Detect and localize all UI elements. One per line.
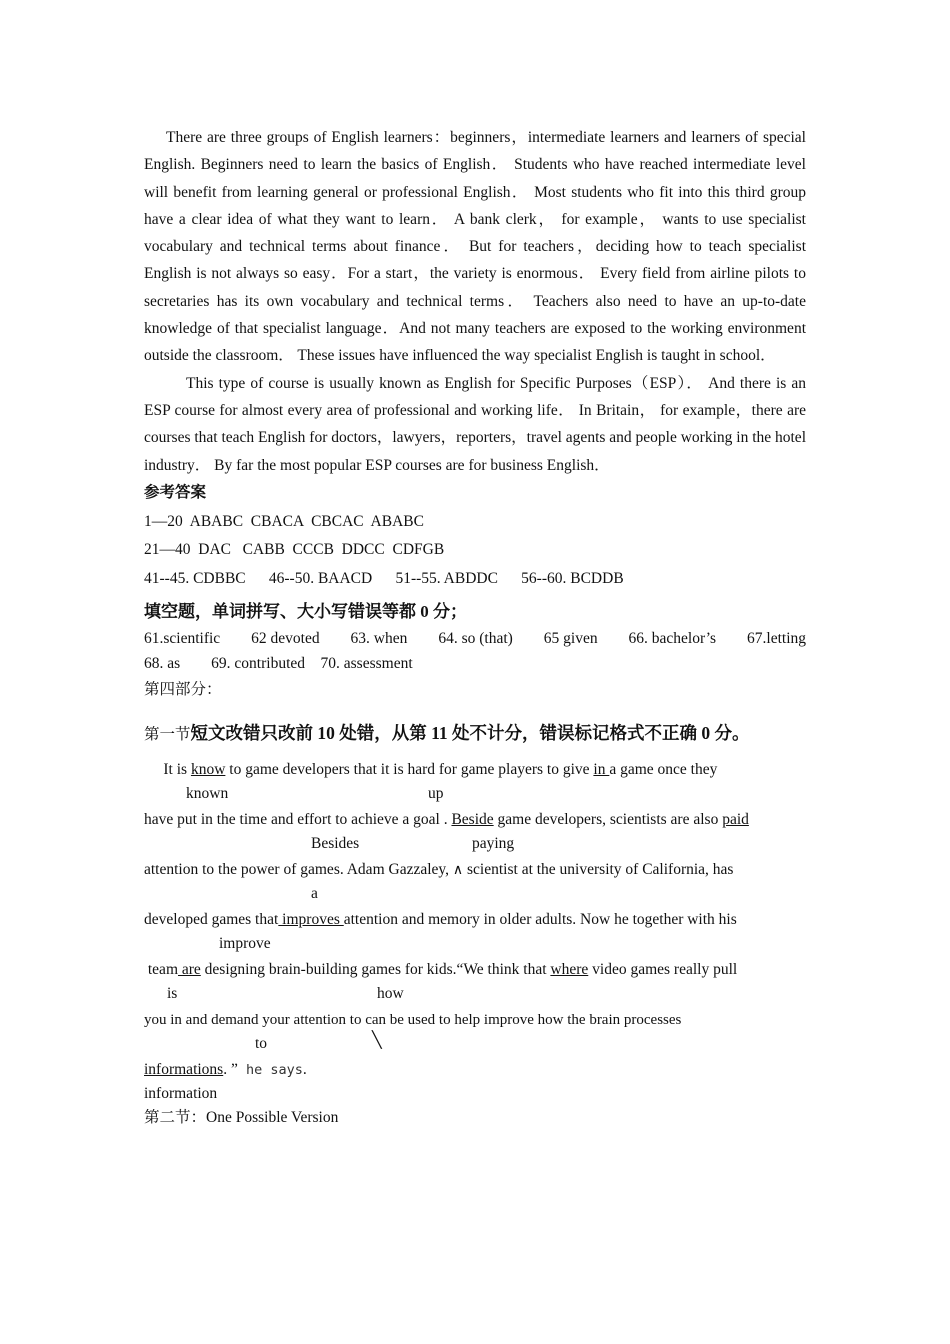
section1-title (144, 718, 806, 750)
fill-answer: 62 devoted (251, 629, 320, 647)
fill-heading: 填空题，单词拼写、大小写错误等都 0 分； (144, 601, 467, 621)
delete-mark: ╲ (372, 1030, 382, 1050)
section2-title: 第二节：One Possible Version (144, 1109, 339, 1127)
answer-line-2: 21—40 DAC CABB CCCB DDCC CDFGB (144, 541, 445, 559)
part4-label: 第四部分： (144, 680, 222, 698)
correction-word: is (167, 985, 178, 1003)
correction-line-4: developed games that improves attention and memory in older adults. Now he together with his improve (144, 908, 806, 958)
fill-answer: 61.scientific (144, 629, 221, 647)
fill-answer: 63. when (350, 629, 408, 647)
error-mark: are (178, 961, 201, 979)
fill-answer: 67.letting (747, 629, 806, 647)
section1-label: 第一节 (144, 726, 191, 744)
correction-line-3: attention to the power of games. Adam Gazzaley, ∧ scientist at the university of California, has a (144, 858, 806, 908)
correction-line-2: have put in the time and effort to achieve a goal . Beside game developers, scientists are also paid Besides paying (144, 808, 806, 858)
fill-answer: 66. bachelor’s (628, 629, 717, 647)
insert-caret-mark: ∧ (452, 862, 464, 879)
correction-passage (144, 758, 806, 1106)
fill-answer: 64. so (that) (438, 629, 513, 647)
correction-line-7: informations. ” he says. (144, 1061, 307, 1079)
error-mark: know (190, 761, 226, 779)
correction-line-6: you in and demand your attention to can be used to help improve how the brain processes to ╲ (144, 1008, 806, 1058)
correction-line-1: It is know to game developers that it is hard for game players to give in a game once they known up (144, 758, 806, 808)
error-mark: where (550, 961, 589, 979)
fill-answers-row-1 (144, 626, 806, 651)
error-mark: Beside (451, 811, 494, 829)
correction-word: paying (472, 835, 515, 853)
correction-line-5: team are designing brain-building games for kids.“We think that where video games really pull is how (144, 958, 806, 1008)
error-mark: in (593, 761, 610, 779)
fill-answer: 65 given (543, 629, 598, 647)
answers-title: 参考答案 (144, 483, 207, 501)
error-mark: informations (144, 1061, 224, 1079)
passage-paragraph-1: There are three groups of English learners：beginners，intermediate learners and learners of special English. Beginners need to learn the basics of English． Students who have reached intermediate level will benefit from learning general or professional English． Most students who fit into this third group have a clear idea of what they want to learn． A bank clerk， for example， wants to use specialist vocabulary and technical terms about finance． But for teachers，deciding how to teach specialist English is not always so easy．For a start，the variety is enormous． Every field from airline pilots to secretaries has its own vocabulary and technical terms． Teachers also need to have an up-to-date knowledge of that specialist language．And not many teachers are exposed to the working environment outside the classroom． These issues have influenced the way specialist English is taught in school． (144, 129, 806, 365)
error-mark: improves (278, 911, 344, 929)
page (144, 124, 806, 1130)
correction-word: a (311, 885, 318, 903)
correction-word: to (255, 1035, 268, 1053)
correction-word: improve (219, 935, 271, 953)
error-mark: paid (722, 811, 749, 829)
answer-line-1: 1—20 ABABC CBACA CBCAC ABABC (144, 512, 424, 530)
passage-paragraph-2: This type of course is usually known as English for Specific Purposes（ESP）． And there is an ESP course for almost every area of professional and working life． In Britain， for example，there are courses that teach English for doctors，lawyers，reporters，travel agents and people working in the hotel industry． By far the most popular ESP courses are for business English． (144, 374, 806, 474)
answer-line-3: 41--45. CDBBC 46--50. BAACD 51--55. ABDDC 56--60. BCDDB (144, 569, 624, 587)
correction-word: how (377, 985, 404, 1003)
fill-answers-row-2: 68. as 69. contributed 70. assessment (144, 654, 413, 672)
section1-instruction: 短文改错只改前 10 处错，从第 11 处不计分，错误标记格式不正确 0 分。 (190, 723, 750, 744)
correction-word: Besides (311, 835, 360, 853)
correction-word: information (144, 1085, 218, 1103)
correction-word: up (428, 785, 444, 803)
correction-word: known (186, 785, 229, 803)
